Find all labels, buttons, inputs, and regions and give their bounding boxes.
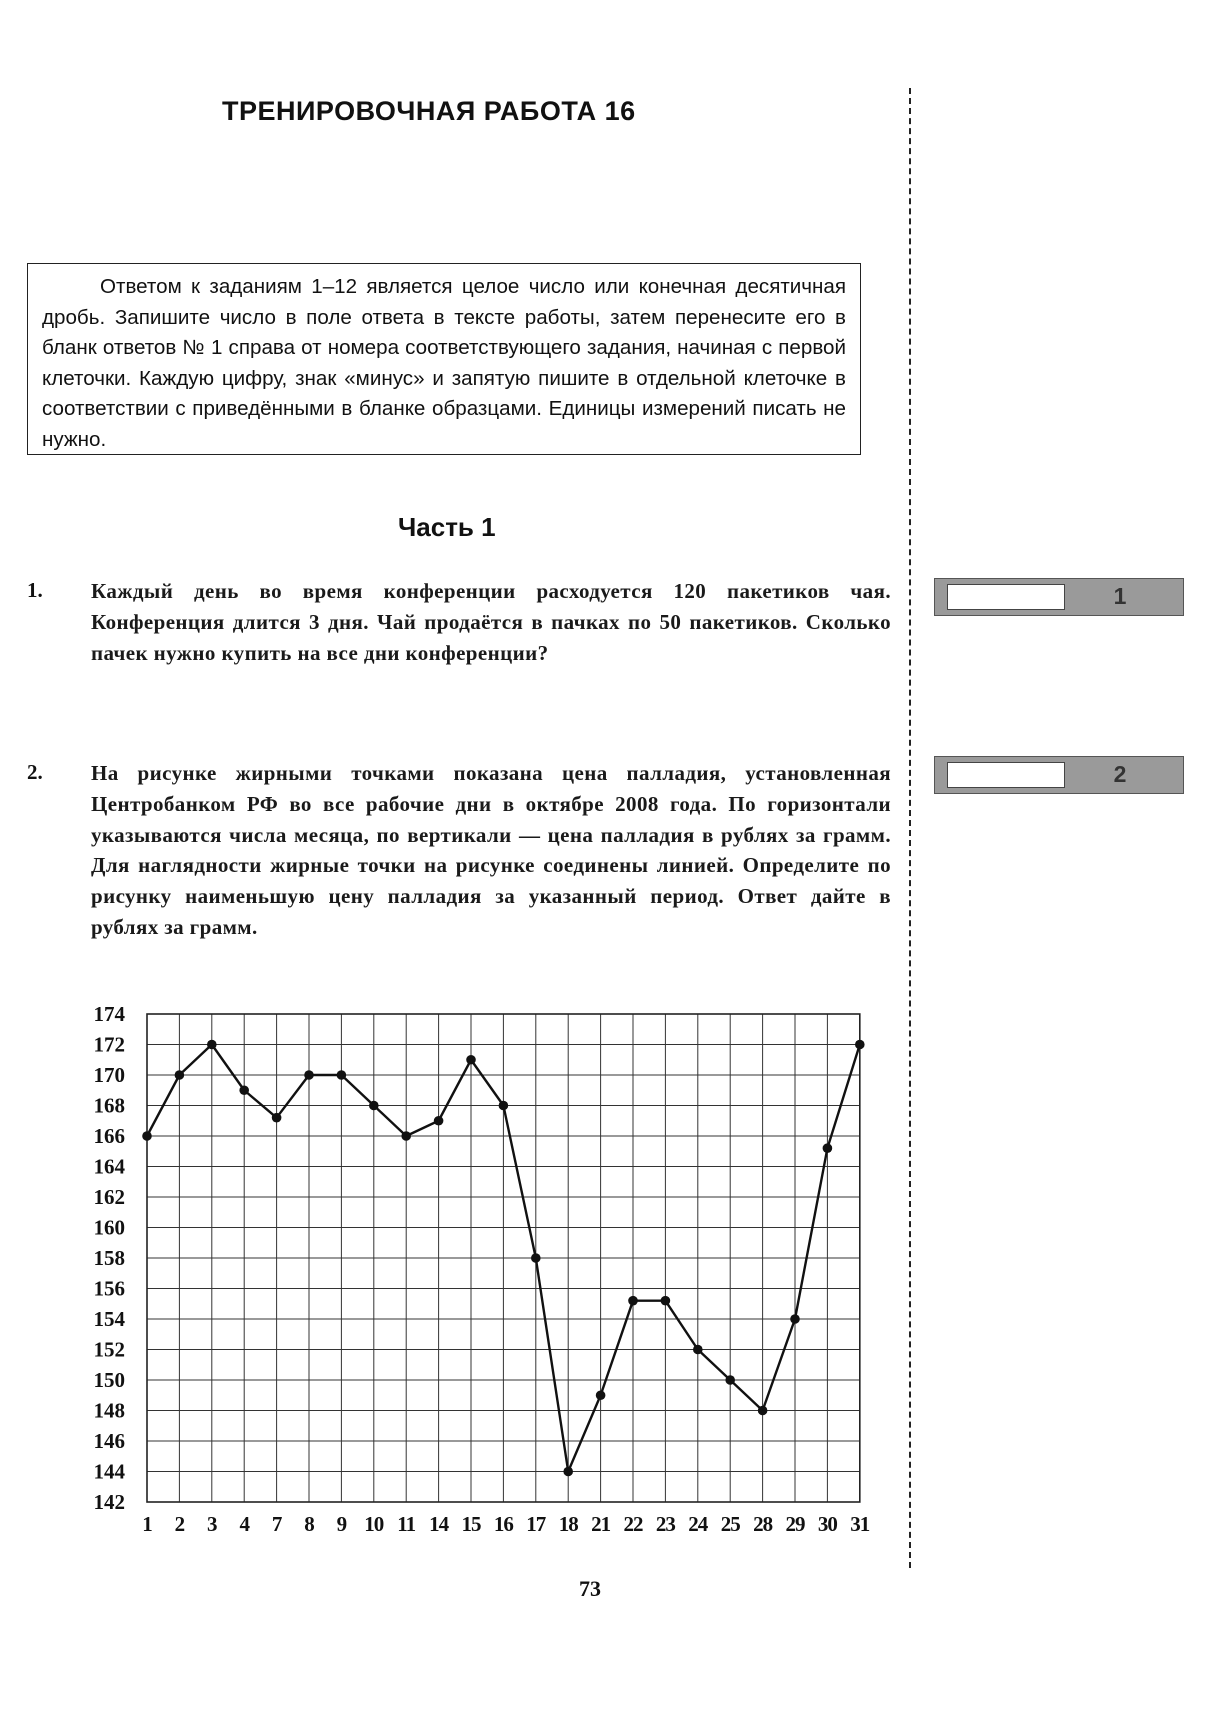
y-tick-label: 154	[93, 1307, 125, 1331]
x-tick-label: 1	[142, 1512, 152, 1536]
data-point	[790, 1314, 800, 1324]
data-point	[563, 1467, 573, 1477]
answer-field-1[interactable]	[947, 584, 1065, 610]
y-tick-label: 142	[93, 1490, 125, 1514]
x-tick-label: 25	[720, 1512, 740, 1536]
y-tick-label: 172	[93, 1032, 125, 1057]
data-point	[628, 1296, 638, 1306]
data-point	[693, 1345, 703, 1355]
data-point	[855, 1040, 865, 1050]
data-point	[466, 1055, 476, 1065]
x-tick-label: 18	[558, 1512, 578, 1536]
y-tick-label: 150	[93, 1368, 125, 1392]
y-tick-label: 166	[93, 1124, 125, 1148]
data-point	[401, 1131, 411, 1141]
data-point	[823, 1143, 833, 1153]
y-tick-label: 160	[93, 1215, 125, 1240]
x-tick-label: 16	[493, 1512, 513, 1536]
data-point	[207, 1040, 217, 1050]
answer-box-2	[934, 756, 1184, 794]
task-text: На рисунке жирными точками показана цена палладия, установленная Центробанком РФ во все рабочие дни в октябре 2008 года. По горизонтали указываются числа месяца, по вертикали — цена палладия в рублях за грамм. Для наглядности жирные точки на рисунке соединены линией. Определите по рисунку наименьшую цену палладия за указанный период. Ответ дайте в рублях за грамм.	[91, 761, 891, 939]
y-tick-label: 148	[93, 1398, 125, 1423]
page-title: ТРЕНИРОВОЧНАЯ РАБОТА 16	[222, 96, 636, 126]
x-tick-label: 8	[304, 1512, 314, 1536]
data-point	[596, 1390, 606, 1400]
palladium-price-chart	[60, 990, 890, 1540]
y-tick-label: 170	[93, 1063, 125, 1087]
y-tick-label: 144	[93, 1459, 125, 1484]
x-tick-label: 10	[364, 1512, 384, 1536]
data-point	[661, 1296, 671, 1306]
x-tick-label: 22	[623, 1512, 643, 1536]
y-tick-label: 164	[93, 1154, 125, 1179]
data-point	[369, 1101, 379, 1111]
x-tick-label: 30	[817, 1512, 837, 1536]
x-tick-label: 4	[239, 1512, 249, 1536]
x-tick-label: 24	[688, 1512, 708, 1536]
y-tick-label: 156	[93, 1276, 125, 1301]
instructions-box	[27, 263, 861, 455]
data-point	[272, 1113, 282, 1123]
instructions-text: Ответом к заданиям 1–12 является целое число или конечная десятичная дробь. Запишите число в поле ответа в тексте работы, затем перенесите его в бланк ответов № 1 справа от номера соответствующего задания, начиная с первой клеточки. Каждую цифру, знак «минус» и запятую пишите в отдельной клеточке в соответствии с приведёнными в бланке образцами. Единицы измерений писать не нужно.	[42, 275, 846, 451]
y-tick-label: 152	[93, 1337, 125, 1362]
answer-number-2: 2	[1113, 761, 1127, 787]
y-tick-label: 168	[93, 1093, 125, 1118]
x-tick-label: 23	[655, 1512, 675, 1536]
x-tick-label: 31	[850, 1512, 870, 1536]
x-tick-label: 2	[174, 1512, 185, 1536]
x-tick-label: 3	[207, 1512, 217, 1536]
data-point	[434, 1116, 444, 1126]
x-tick-label: 28	[753, 1512, 773, 1536]
task-number: 1.	[27, 578, 43, 602]
x-tick-label: 7	[271, 1512, 282, 1536]
data-point	[175, 1070, 185, 1080]
answer-field-2[interactable]	[947, 762, 1065, 788]
x-tick-label: 29	[785, 1512, 805, 1536]
data-point	[337, 1070, 347, 1080]
x-tick-label: 21	[591, 1512, 611, 1536]
x-tick-label: 17	[526, 1512, 546, 1536]
page-number: 73	[579, 1576, 601, 1601]
y-tick-label: 146	[93, 1429, 125, 1453]
data-point	[142, 1131, 152, 1141]
data-point	[304, 1070, 314, 1080]
x-tick-label: 9	[336, 1512, 347, 1536]
y-tick-label: 162	[93, 1185, 125, 1209]
data-point	[499, 1101, 509, 1111]
answer-box-1	[934, 578, 1184, 616]
x-tick-label: 15	[461, 1512, 481, 1536]
task-number: 2.	[27, 760, 43, 784]
data-point	[239, 1085, 249, 1095]
x-tick-label: 14	[429, 1512, 449, 1536]
data-point	[531, 1253, 541, 1263]
x-tick-label: 11	[397, 1512, 416, 1536]
answer-number-1: 1	[1113, 583, 1127, 609]
data-point	[725, 1375, 735, 1385]
part-title: Часть 1	[398, 512, 496, 542]
data-point	[758, 1406, 768, 1416]
y-tick-label: 158	[93, 1246, 125, 1270]
y-tick-label: 174	[93, 1002, 125, 1026]
cut-line	[909, 88, 911, 1568]
task-text: Каждый день во время конференции расходуется 120 пакетиков чая. Конференция длится 3 дня. Чай продаётся в пачках по 50 пакетиков. Сколько пачек нужно купить на все дни конференции?	[91, 579, 891, 665]
